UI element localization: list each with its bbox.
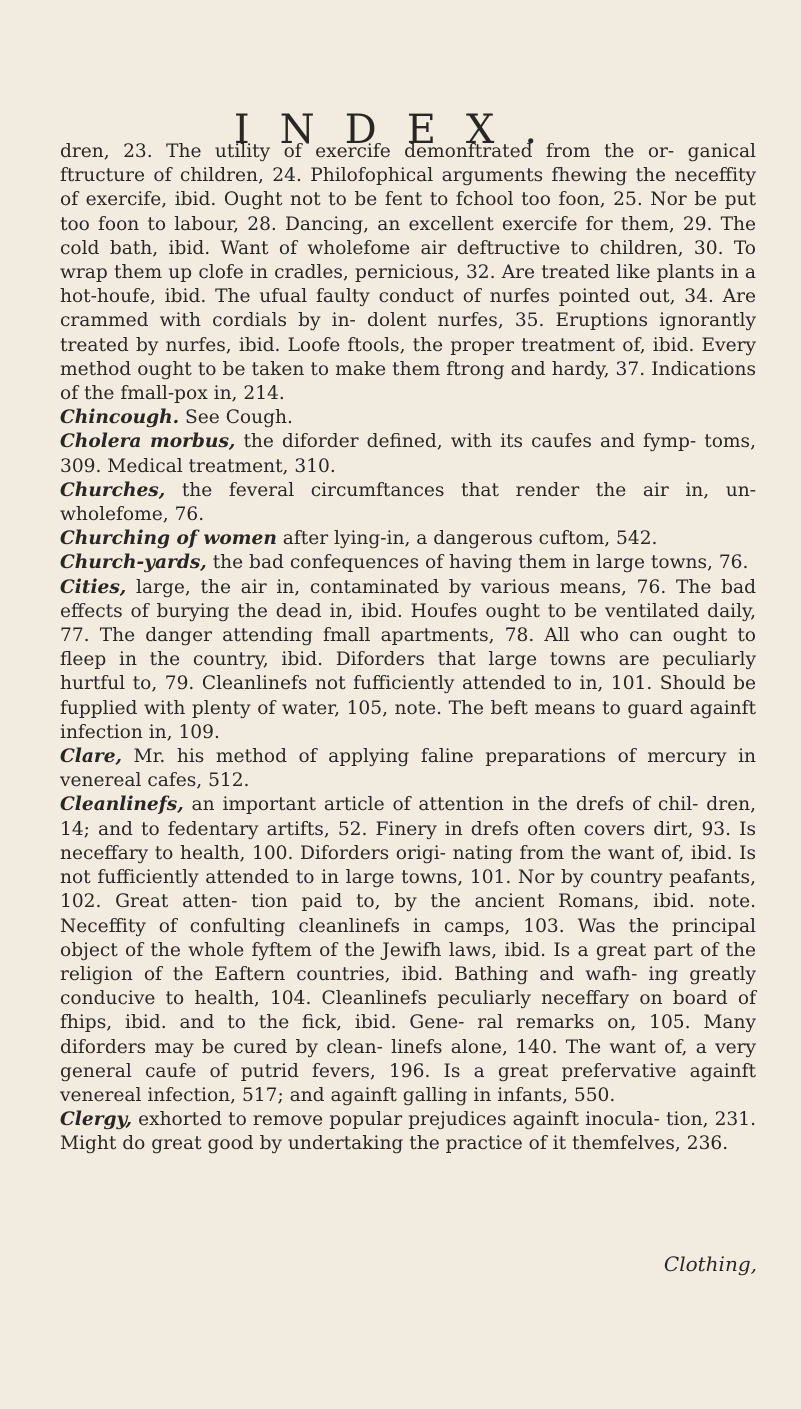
entry-body: the diforder defined, with its caufes and fymp- toms, 309. Medical treatment, 310. xyxy=(60,431,757,477)
entry-head: Churching of women xyxy=(60,528,277,550)
entry-body: the feveral circumftances that render the air in, un- wholefome, 76. xyxy=(60,479,756,526)
entry-body: an important article of attention in the drefs of chil- dren, 14; and to fedentary artifts, 52. Finery in drefs often covers dirt, 93. Is neceffary to health, 100. Diforders origi- nating from the want of, ibid. Is not fufficiently attended to in large towns, 101. Nor by country peafants, 102. Great atten- tion paid to, by the ancient Romans, ibid. note. Neceffity of confulting cleanlinefs in camps, 103. Was the principal object of the whole fyftem of the Jewifh laws, ibid. Is a great part of the religion of the Eaftern countries, ibid. Bathing and wafh- ing greatly conducive to health, 104. Cleanlinefs peculiarly neceffary on board of fhips, ibid. and to the fick, ibid. Gene- ral remarks on, 105. Many diforders may be cured by clean- linefs alone, 140. The want of, a very general caufe of putrid fevers, 196. Is a great prefervative againft venereal infection, 517; and againft galling in infants, 550. xyxy=(60,794,756,1106)
index-entry xyxy=(60,745,756,793)
entry-head: Cleanlinefs, xyxy=(60,794,184,816)
index-entry xyxy=(60,551,756,575)
index-entry xyxy=(60,576,756,745)
entry-body: dren, 23. The utility of exercife demonftrated from the or- ganical ftructure of children, 24. Philofophical arguments fhewing the neceffity of exercife, ibid. Ought not to be fent to fchool too foon, 25. Nor be put too foon to labour, 28. Dancing, an excellent exercife for them, 29. The cold bath, ibid. Want of wholefome air deftructive to children, 30. To wrap them up clofe in cradles, pernicious, 32. Are treated like plants in a hot-houfe, ibid. The ufual faulty conduct of nurfes pointed out, 34. Are crammed with cordials by in- dolent nurfes, 35. Eruptions ignorantly treated by nurfes, ibid. Loofe ftools, the proper treatment of, ibid. Every method ought to be taken to make them ftrong and hardy, 37. Indications of the fmall-pox in, 214. xyxy=(60,141,756,405)
entry-body: the bad confequences of having them in large towns, 76. xyxy=(206,552,749,574)
entry-head: Clare, xyxy=(60,746,123,768)
entry-body: Mr. his method of applying faline preparations of mercury in venereal cafes, 512. xyxy=(60,746,756,792)
entry-body: exhorted to remove popular prejudices againft inocula- tion, 231. Might do great good by undertaking the practice of it themfelves, 236. xyxy=(60,1109,756,1155)
index-entry xyxy=(60,527,756,551)
entry-head: Clergy, xyxy=(60,1109,132,1131)
index-entry xyxy=(60,406,756,430)
catchword: Clothing, xyxy=(663,1252,757,1276)
entry-head: Churches, xyxy=(60,479,166,501)
index-entry xyxy=(60,140,756,406)
index-entry xyxy=(60,1108,756,1156)
entry-head: Cholera morbus, xyxy=(60,431,236,453)
entry-body: large, the air in, contaminated by various means, 76. The bad effects of burying the dead in, ibid. Houfes ought to be ventilated daily, 77. The danger attending fmall apartments, 78. All who can ought to fleep in the country, ibid. Diforders that large towns are peculiarly hurtful to, 79. Cleanlinefs not fufficiently attended to in, 101. Should be fupplied with plenty of water, 105, note. The beft means to guard againft infection in, 109. xyxy=(60,576,756,743)
entry-head: Cities, xyxy=(60,576,127,598)
index-entry xyxy=(60,430,756,478)
entry-head: Chincough. xyxy=(60,407,180,429)
index-entry xyxy=(60,793,756,1108)
entry-head: Church-yards, xyxy=(60,552,207,574)
index-body xyxy=(60,140,756,1157)
entry-body: after lying-in, a dangerous cuftom, 542. xyxy=(276,528,658,550)
entry-body: See Cough. xyxy=(179,407,293,429)
index-entry xyxy=(60,479,756,527)
page-header: INDEX. xyxy=(233,106,568,153)
